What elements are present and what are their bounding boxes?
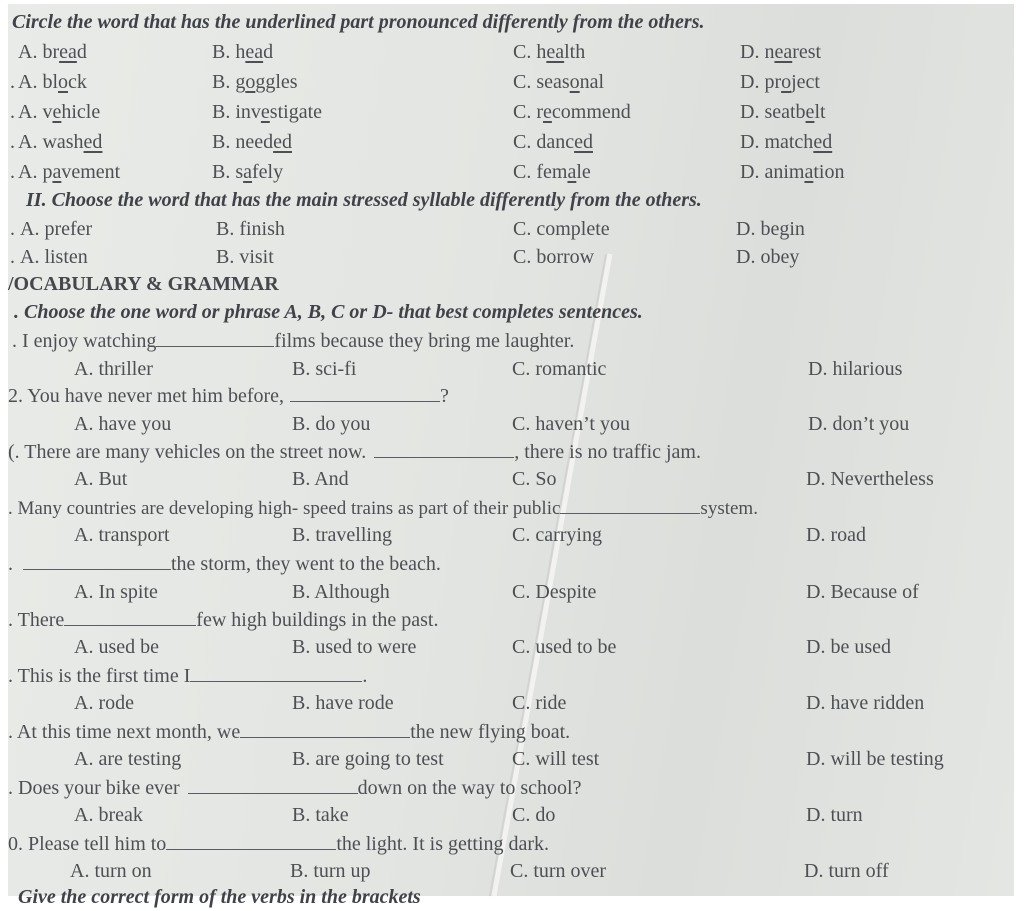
vocab-question-3 (8, 437, 1014, 465)
question-text-start: 0. Please tell him to (8, 833, 167, 855)
option-d: D. seatbelt (740, 101, 826, 123)
question-text-start: (. There are many vehicles on the street now. (8, 441, 367, 463)
answer-blank (188, 773, 358, 794)
answer-blank (290, 381, 440, 402)
vocab-options-6 (8, 633, 1014, 661)
option-d: D. begin (736, 218, 805, 240)
question-text-end: , there is no traffic jam. (514, 441, 701, 463)
option-c: C. female (513, 161, 591, 183)
option-d: D. Nevertheless (806, 468, 934, 490)
option-d: D. project (740, 71, 820, 93)
option-b: B. are going to test (292, 748, 444, 770)
vocab-question-6 (8, 605, 1014, 633)
option-c: C. do (512, 804, 556, 826)
option-b: B. needed (212, 131, 292, 153)
option-c: C. carrying (512, 524, 602, 546)
option-d: D. turn off (804, 860, 889, 882)
question-text-end: films because they bring me laughter. (274, 330, 575, 352)
option-a: A. But (74, 468, 128, 490)
option-d: D. hilarious (808, 358, 903, 380)
stress-instruction: II. Choose the word that has the main stressed syllable differently from the others. (26, 189, 702, 211)
option-c: C. borrow (513, 246, 595, 268)
answer-blank (374, 437, 514, 458)
vocab-question-5 (8, 549, 1014, 577)
next-section-instruction-cropped: Give the correct form of the verbs in the brackets (18, 886, 421, 908)
option-b: B. investigate (212, 101, 323, 123)
option-d: D. turn (806, 804, 863, 826)
question-marker: . (10, 71, 15, 93)
question-text-start: . There (8, 609, 65, 631)
option-c: C. romantic (512, 358, 607, 380)
option-b: B. visit (216, 246, 274, 268)
question-marker: . (10, 246, 15, 268)
option-c: C. haven’t you (512, 413, 630, 435)
option-b: B. have rode (292, 692, 394, 714)
answer-blank (166, 829, 336, 850)
option-b: B. goggles (212, 71, 298, 93)
question-text-end: ? (440, 385, 449, 407)
question-text-end: . (362, 665, 368, 687)
option-d: D. obey (736, 246, 800, 268)
answer-blank (64, 605, 196, 626)
option-a: A. rode (74, 692, 134, 714)
question-text-end: the new flying boat. (410, 721, 571, 743)
option-b: B. take (292, 804, 349, 826)
option-a: A. vehicle (18, 101, 101, 123)
option-a: A. have you (74, 413, 172, 435)
option-b: B. And (292, 468, 349, 490)
vocab-question-7 (8, 661, 1014, 689)
pron-question-4 (8, 128, 1014, 156)
option-c: C. will test (512, 748, 600, 770)
option-a: A. are testing (74, 748, 182, 770)
question-text-start: . (8, 553, 13, 575)
option-d: D. be used (806, 636, 891, 658)
vocab-options-10 (8, 857, 1014, 885)
question-marker: . (10, 101, 15, 123)
stress-question-2 (8, 243, 1014, 271)
option-d: D. nearest (740, 41, 822, 63)
question-text-start: . I enjoy watching (12, 330, 157, 352)
question-text-start: . Does your bike ever (8, 777, 180, 799)
option-a: A. washed (18, 131, 103, 153)
stress-question-1 (8, 215, 1014, 243)
answer-blank (190, 661, 362, 682)
option-b: B. sci-fi (292, 358, 357, 380)
option-b: B. head (212, 41, 274, 63)
vocab-question-4 (8, 493, 1014, 521)
question-text-end: the storm, they went to the beach. (171, 553, 441, 575)
worksheet-page (8, 4, 1014, 908)
option-a: A. block (18, 71, 87, 93)
option-a: A. break (74, 804, 143, 826)
answer-blank (560, 493, 700, 514)
vocab-options-1 (8, 355, 1014, 383)
option-b: B. used to were (292, 636, 417, 658)
option-d: D. matched (740, 131, 833, 153)
vocab-question-1 (12, 326, 1018, 354)
question-text-end: few high buildings in the past. (196, 609, 439, 631)
option-c: C. recommend (513, 101, 631, 123)
vocab-options-5 (8, 578, 1014, 606)
option-b: B. travelling (292, 524, 392, 546)
vocabulary-grammar-heading: /OCABULARY & GRAMMAR (8, 273, 279, 295)
answer-blank (240, 717, 410, 738)
option-d: D. animation (740, 161, 845, 183)
option-b: B. do you (292, 413, 371, 435)
option-a: A. turn on (70, 860, 152, 882)
option-a: A. listen (20, 246, 88, 268)
question-text-start: . Many countries are developing high- speed trains as part of their public (8, 498, 561, 519)
question-text-start: . At this time next month, we (8, 721, 241, 743)
option-b: B. Although (292, 581, 390, 603)
option-c: C. used to be (512, 636, 617, 658)
vocab-question-9 (8, 773, 1014, 801)
vocab-options-3 (8, 465, 1014, 493)
option-c: C. seasonal (513, 71, 605, 93)
option-a: A. pavement (18, 161, 121, 183)
vocab-question-2 (8, 381, 1014, 409)
vocab-question-8 (8, 717, 1014, 745)
option-c: C. health (513, 41, 586, 63)
pron-question-1 (8, 38, 1014, 66)
option-d: D. don’t you (808, 413, 910, 435)
vocab-options-4 (8, 521, 1014, 549)
vocab-options-2 (8, 410, 1014, 438)
vocab-instruction: . Choose the one word or phrase A, B, C or D- that best completes sentences. (14, 301, 643, 323)
option-a: A. thriller (74, 358, 153, 380)
option-c: C. So (512, 468, 557, 490)
option-d: D. have ridden (806, 692, 925, 714)
option-c: C. turn over (510, 860, 607, 882)
question-text-end: down on the way to school? (357, 777, 582, 799)
question-marker: . (10, 131, 15, 153)
question-text-end: system. (700, 498, 758, 519)
question-marker: . (10, 161, 15, 183)
option-a: A. bread (18, 41, 87, 63)
option-c: C. complete (513, 218, 610, 240)
option-c: C. Despite (512, 581, 597, 603)
option-a: A. transport (74, 524, 170, 546)
option-d: D. will be testing (806, 748, 944, 770)
answer-blank (23, 549, 171, 570)
option-d: D. Because of (806, 581, 919, 603)
option-d: D. road (806, 524, 866, 546)
question-text-end: the light. It is getting dark. (336, 833, 550, 855)
question-text-start: 2. You have never met him before, (8, 385, 285, 407)
option-c: C. danced (513, 131, 593, 153)
option-b: B. turn up (290, 860, 371, 882)
option-a: A. used be (74, 636, 159, 658)
pronunciation-instruction: Circle the word that has the underlined part pronounced differently from the others. (12, 11, 705, 33)
pron-question-5 (8, 158, 1014, 186)
vocab-options-9 (8, 801, 1014, 829)
question-marker: . (10, 218, 15, 240)
question-text-start: . This is the first time I (8, 665, 191, 687)
option-b: B. finish (216, 218, 285, 240)
pron-question-2 (8, 68, 1014, 96)
vocab-question-10 (8, 829, 1014, 857)
answer-blank (156, 326, 274, 347)
option-a: A. In spite (74, 581, 158, 603)
option-c: C. ride (512, 692, 567, 714)
option-b: B. safely (212, 161, 284, 183)
option-a: A. prefer (20, 218, 93, 240)
vocab-options-8 (8, 745, 1014, 773)
vocab-options-7 (8, 689, 1014, 717)
pron-question-3 (8, 98, 1014, 126)
